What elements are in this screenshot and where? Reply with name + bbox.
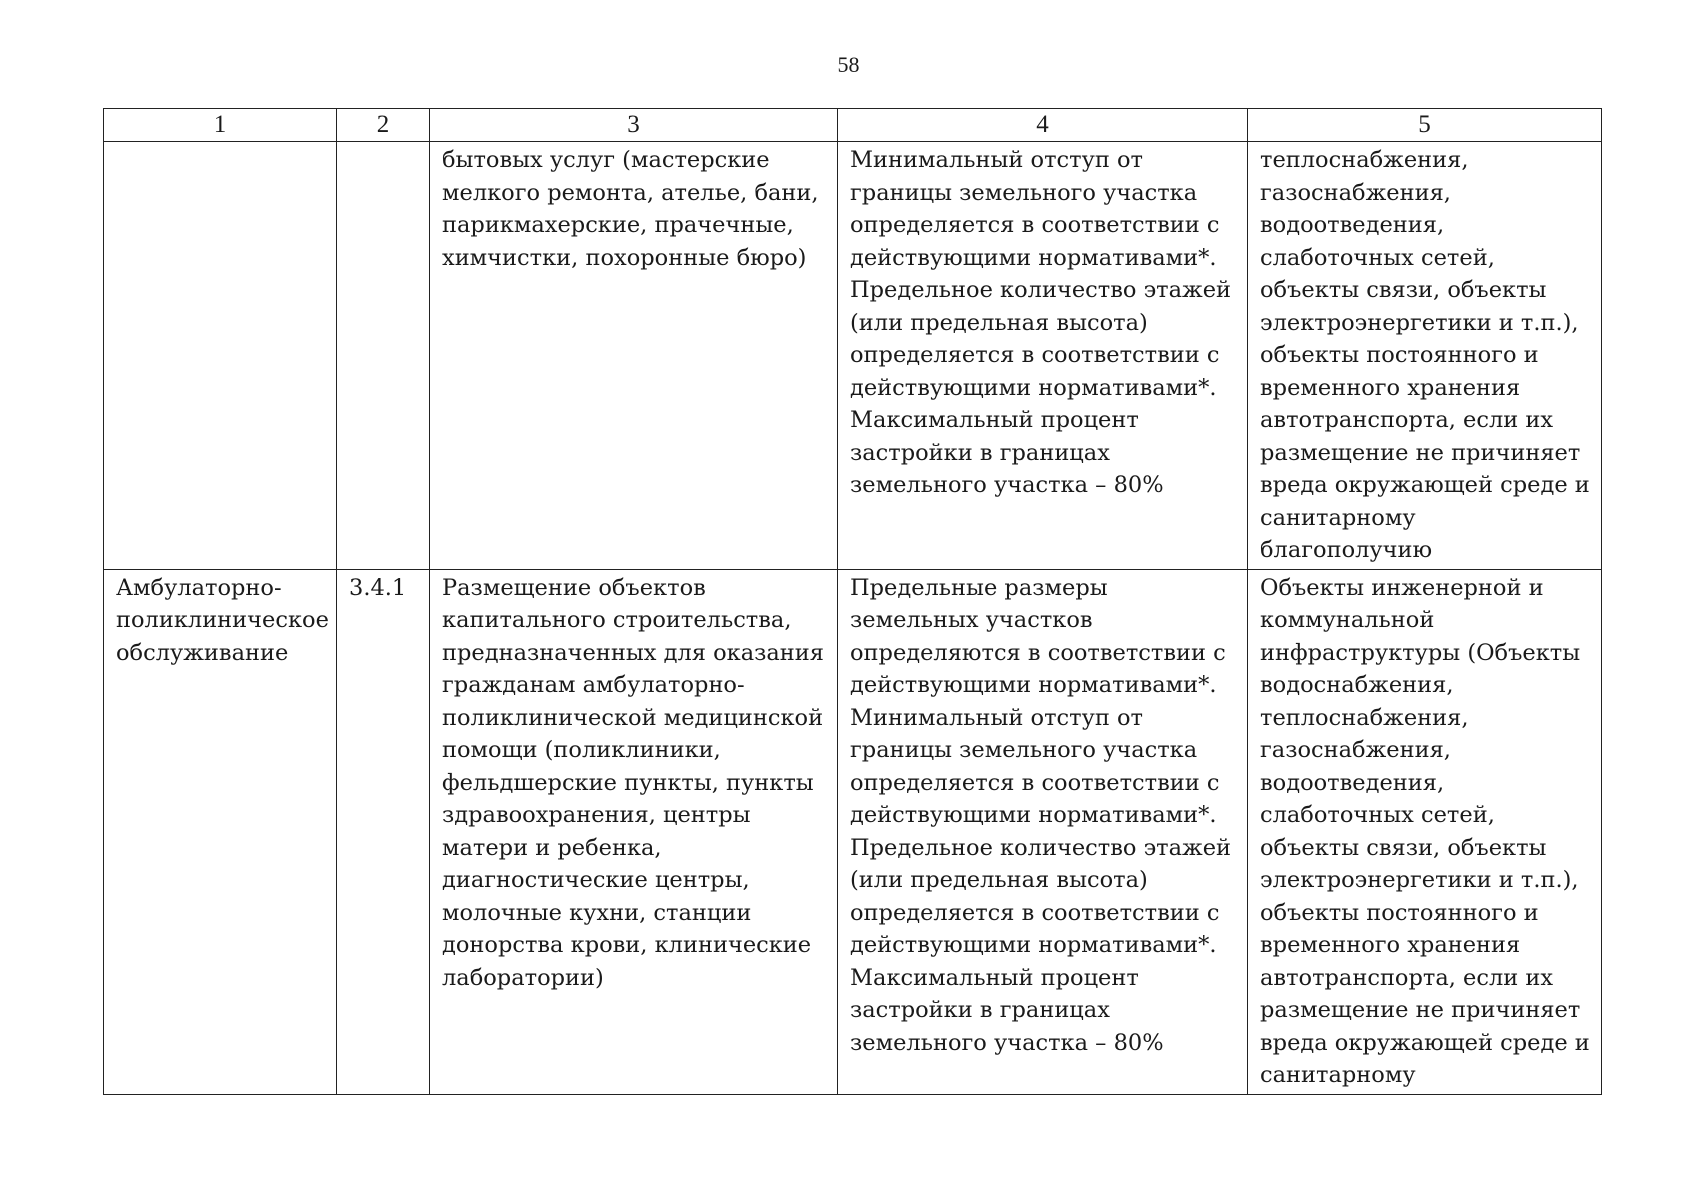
building-parameters-cell: Минимальный отступ от границы земельного участка определяется в соответствии с действующими нормативами*. Предельное количество этажей (или предельная высота) определяется в соответствии с действующими нормативами*. Максимальный процент застройки в границах земельного участка – 80% xyxy=(838,142,1248,570)
auxiliary-uses-cell: теплоснабжения, газоснабжения, водоотведения, слаботочных сетей, объекты связи, объекты электроэнергетики и т.п.), объекты постоянного и временного хранения автотранспорта, если их размещение не причиняет вреда окружающей среде и санитарному благополучию xyxy=(1248,142,1602,570)
land-use-type-cell xyxy=(104,142,337,570)
column-header-3: 3 xyxy=(430,109,838,142)
auxiliary-uses-cell: Объекты инженерной и коммунальной инфраструктуры (Объекты водоснабжения, теплоснабжения, газоснабжения, водоотведения, слаботочных сетей, объекты связи, объекты электроэнергетики и т.п.), объекты постоянного и временного хранения автотранспорта, если их размещение не причиняет вреда окружающей среде и санитарному xyxy=(1248,569,1602,1094)
land-use-code-cell: 3.4.1 xyxy=(337,569,430,1094)
building-parameters-cell: Предельные размеры земельных участков определяются в соответствии с действующими нормативами*. Минимальный отступ от границы земельного участка определяется в соответствии с действующими нормативами*. Предельное количество этажей (или предельная высота) определяется в соответствии с действующими нормативами*. Максимальный процент застройки в границах земельного участка – 80% xyxy=(838,569,1248,1094)
table-row xyxy=(104,569,1602,1094)
land-use-description-cell: Размещение объектов капитального строительства, предназначенных для оказания гражданам амбулаторно-поликлинической медицинской помощи (поликлиники, фельдшерские пункты, пункты здравоохранения, центры матери и ребенка, диагностические центры, молочные кухни, станции донорства крови, клинические лаборатории) xyxy=(430,569,838,1094)
column-header-4: 4 xyxy=(838,109,1248,142)
land-use-type-cell: Амбулаторно-поликлиническое обслуживание xyxy=(104,569,337,1094)
land-use-table xyxy=(103,108,1602,1095)
table-row xyxy=(104,142,1602,570)
column-header-5: 5 xyxy=(1248,109,1602,142)
land-use-code-cell xyxy=(337,142,430,570)
column-header-1: 1 xyxy=(104,109,337,142)
table-header-row xyxy=(104,109,1602,142)
page-number: 58 xyxy=(837,52,860,77)
column-header-2: 2 xyxy=(337,109,430,142)
land-use-description-cell: бытовых услуг (мастерские мелкого ремонта, ателье, бани, парикмахерские, прачечные, химчистки, похоронные бюро) xyxy=(430,142,838,570)
